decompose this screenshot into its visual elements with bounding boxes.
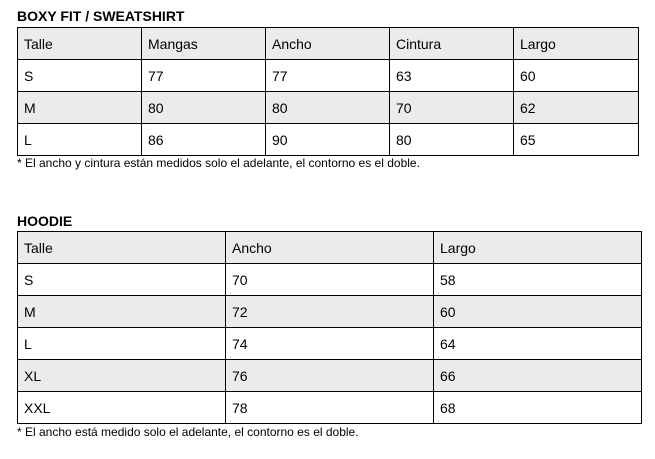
table-cell: S [18, 60, 142, 92]
table-cell: 77 [266, 60, 390, 92]
table-cell: M [18, 296, 226, 328]
table-cell: 90 [266, 124, 390, 156]
table-cell: 77 [142, 60, 266, 92]
boxy-fit-title: BOXY FIT / SWEATSHIRT [17, 8, 185, 24]
table-cell: 65 [514, 124, 639, 156]
table-cell: 70 [390, 92, 514, 124]
table-header-row [18, 232, 642, 264]
table-row [18, 60, 639, 92]
table-cell: XL [18, 360, 226, 392]
table-cell: 78 [226, 392, 434, 424]
hoodie-title: HOODIE [17, 213, 73, 229]
header-cell: Largo [514, 28, 639, 60]
table-cell: 80 [390, 124, 514, 156]
table-cell: 74 [226, 328, 434, 360]
header-cell: Ancho [266, 28, 390, 60]
table-cell: S [18, 264, 226, 296]
table-cell: 60 [514, 60, 639, 92]
boxy-footnote: * El ancho y cintura están medidos solo el adelante, el contorno es el doble. [17, 156, 420, 170]
header-cell: Talle [18, 28, 142, 60]
table-cell: 68 [434, 392, 642, 424]
table-cell: 72 [226, 296, 434, 328]
table-cell: 63 [390, 60, 514, 92]
table-cell: 66 [434, 360, 642, 392]
table-cell: XXL [18, 392, 226, 424]
table-row [18, 328, 642, 360]
header-cell: Largo [434, 232, 642, 264]
header-cell: Ancho [226, 232, 434, 264]
table-cell: 60 [434, 296, 642, 328]
table-row [18, 92, 639, 124]
table-cell: 58 [434, 264, 642, 296]
table-cell: 62 [514, 92, 639, 124]
table-cell: L [18, 328, 226, 360]
header-cell: Talle [18, 232, 226, 264]
table-cell: 76 [226, 360, 434, 392]
table-row [18, 124, 639, 156]
table-cell: M [18, 92, 142, 124]
header-cell: Mangas [142, 28, 266, 60]
table-row [18, 264, 642, 296]
table-cell: L [18, 124, 142, 156]
table-row [18, 360, 642, 392]
hoodie-footnote: * El ancho está medido solo el adelante, el contorno es el doble. [17, 425, 359, 439]
table-row [18, 296, 642, 328]
table-cell: 80 [142, 92, 266, 124]
table-cell: 80 [266, 92, 390, 124]
table-cell: 70 [226, 264, 434, 296]
header-cell: Cintura [390, 28, 514, 60]
table-row [18, 392, 642, 424]
hoodie-size-table [17, 231, 642, 424]
table-cell: 64 [434, 328, 642, 360]
table-header-row [18, 28, 639, 60]
boxy-size-table [17, 27, 639, 156]
table-cell: 86 [142, 124, 266, 156]
